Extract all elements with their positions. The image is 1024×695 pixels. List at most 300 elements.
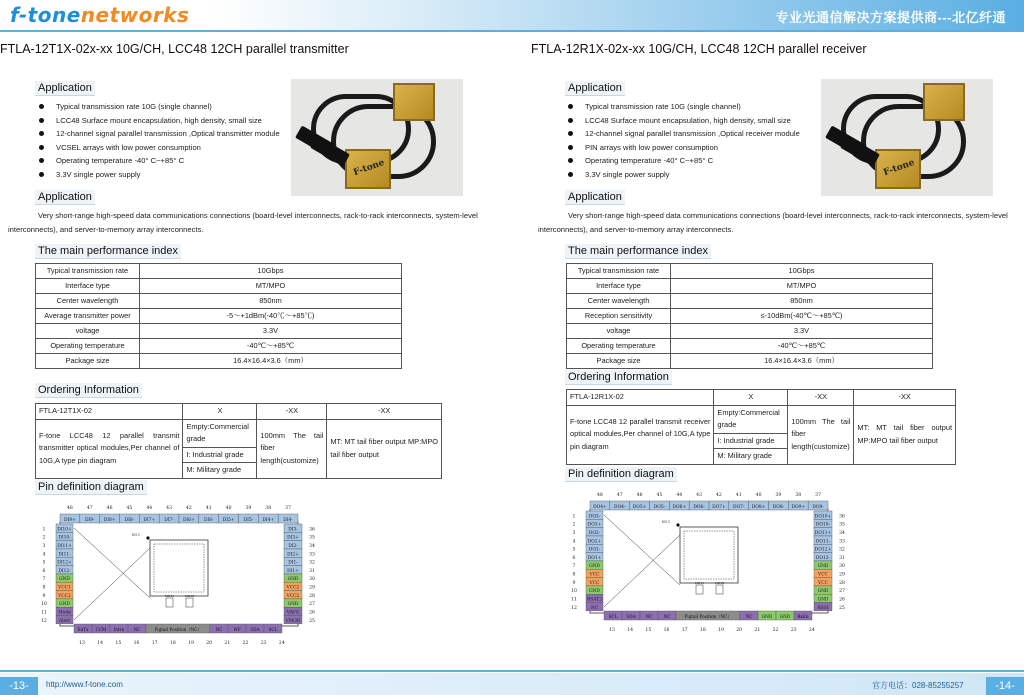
pin-label: DO10+ (814, 514, 832, 520)
pin-number: 41 (735, 493, 742, 498)
pin-number: 28 (309, 593, 315, 599)
pin-number: 30 (309, 577, 315, 583)
spec-key: voltage (36, 324, 140, 339)
spec-value: -40℃～+85℃ (671, 339, 933, 354)
pin-number: 36 (309, 527, 315, 533)
table-row (36, 279, 402, 294)
pin-label: DO10- (815, 522, 831, 528)
pin-label: DO8- (772, 505, 785, 510)
order-option: I: Industrial grade (714, 433, 788, 449)
pin-label: DI12- (58, 568, 71, 574)
list-item: 12-channel signal parallel transmission ,Optical transmitter module (38, 127, 280, 141)
table-row (567, 324, 933, 339)
spec-key: Operating temperature (567, 339, 671, 354)
order-output-type: MT: MT tail fiber output MP:MPO tail fiber output (327, 419, 442, 478)
pin-label: Pigtail Position（NC） (684, 614, 732, 619)
chip-brand-mark: F-tone (352, 157, 386, 179)
order-model: FTLA-12T1X-02 (36, 404, 183, 420)
pin-number: 2 (42, 535, 46, 541)
pin-label: VMOD (285, 618, 301, 624)
left-section-application-2: Application (35, 190, 95, 205)
pin-label: Alert (58, 618, 71, 624)
order-col-xx2: -XX (854, 390, 956, 406)
pin-label: DI3- (288, 527, 298, 533)
left-section-performance: The main performance index (35, 244, 181, 259)
pin-label: GND (59, 602, 70, 608)
right-section-application-2: Application (565, 190, 625, 205)
pin-number: 42 (185, 506, 192, 511)
pin-label: NC (590, 605, 599, 611)
spec-key: Operating temperature (36, 339, 140, 354)
pin-number: 21 (754, 628, 761, 633)
pin-number: 27 (839, 589, 845, 595)
mark-label: MHT1 (164, 594, 175, 598)
pin-label: CCM (95, 627, 107, 632)
pin-label: VCC2 (58, 593, 71, 599)
table-row (567, 279, 933, 294)
pin-label: DO1- (588, 547, 601, 553)
pin-number: 29 (309, 585, 315, 591)
pin-label: GND (589, 589, 600, 595)
pin1-label: NO.1 (131, 533, 140, 537)
spec-key: Center wavelength (36, 294, 140, 309)
pin-number: 6 (572, 555, 576, 561)
pin-number: 36 (839, 514, 845, 520)
contact-phone: 官方电话：028-85255257 (872, 681, 964, 690)
list-item: LCC48 Surface mount encapsulation, high density, small size (567, 114, 800, 128)
footer-bar (0, 673, 1024, 695)
header-slogan: 专业光通信解决方案提供商---北亿纤通 (775, 10, 1006, 25)
table-row (567, 405, 956, 433)
spec-value: 10Gbps (671, 264, 933, 279)
right-spec-table (566, 263, 933, 369)
page-number-right: -14- (986, 677, 1024, 695)
pin1-dot (676, 523, 679, 526)
pin-label: GND (817, 589, 829, 595)
pin-number: 1 (42, 527, 46, 533)
spec-value: MT/MPO (671, 279, 933, 294)
pin-number: 5 (572, 547, 576, 553)
spec-value: 16.4×16.4×3.6（mm） (671, 354, 933, 369)
pin-number: 4 (42, 552, 46, 558)
pin-label: DO3+ (587, 522, 602, 528)
pin-label: Mode (58, 610, 71, 616)
pin-label: DI5+ (222, 518, 235, 523)
pin-number: 16 (133, 641, 140, 646)
pin-label: DI8+ (103, 518, 116, 523)
pin-label: NC (645, 614, 653, 619)
pin-label: VCC (589, 580, 600, 586)
table-row (36, 419, 442, 447)
spec-key: Interface type (567, 279, 671, 294)
pin-label: DI9- (84, 518, 95, 523)
order-col-xx1: -XX (257, 404, 327, 420)
right-application-text: Very short-range high-speed data communications connections (board-level interconnects, rack-to-rack interconnects, system-level interconnects), and server-to-memory array interconnects. (538, 211, 1008, 234)
pin-number: 38 (265, 506, 272, 511)
pin-number: 43 (696, 493, 703, 498)
list-item: 3.3V single power supply (567, 168, 800, 182)
pin-label: DO9+ (791, 505, 806, 510)
left-section-ordering: Ordering Information (35, 383, 142, 398)
pin-label: WP (233, 627, 241, 632)
spec-key: Average transmitter power (36, 309, 140, 324)
pin-label: DI2- (288, 543, 298, 549)
spec-value: 3.3V (140, 324, 402, 339)
pin-number: 34 (839, 530, 845, 536)
list-item: Typical transmission rate 10G (single channel) (567, 100, 800, 114)
pin-number: 44 (676, 493, 683, 498)
spec-value: ≤-10dBm(-40℃～+85℃) (671, 309, 933, 324)
right-product-photo (821, 79, 993, 196)
pin-label: DO4- (614, 505, 626, 510)
spec-key: Interface type (36, 279, 140, 294)
right-pin-diagram (560, 487, 870, 639)
pin-number: 39 (245, 506, 252, 511)
pin-label: DO6- (693, 505, 705, 510)
pin-number: 8 (42, 585, 46, 591)
pin-number: 17 (151, 641, 158, 646)
pin-label: GND (59, 577, 70, 583)
spec-key: Package size (36, 354, 140, 369)
pin-number: 19 (188, 641, 194, 646)
table-row (36, 309, 402, 324)
right-section-performance: The main performance index (565, 244, 711, 259)
pin-label: VCC (818, 580, 828, 586)
order-col-x: X (183, 404, 257, 420)
table-row (567, 294, 933, 309)
pin-label: GND (761, 614, 773, 619)
right-section-ordering: Ordering Information (565, 370, 672, 385)
right-order-table (566, 389, 956, 465)
pin-number: 26 (839, 597, 845, 603)
order-col-xx2: -XX (327, 404, 442, 420)
pin-number: 24 (808, 628, 815, 633)
pin-number: 8 (572, 572, 576, 578)
pin-label: DI3+ (287, 535, 299, 541)
pin-label: SDA (626, 614, 636, 619)
pin-number: 37 (815, 493, 822, 498)
pin-number: 3 (572, 530, 576, 536)
mark-label: MHT1 (694, 581, 705, 585)
pin-label: SCL (608, 614, 618, 619)
spec-value: 850nm (671, 294, 933, 309)
pin-number: 15 (645, 628, 652, 633)
pin-number: 7 (42, 577, 46, 583)
pin-label: DO1+ (587, 555, 602, 561)
pin-label: NC (215, 627, 223, 632)
order-description: F-tone LCC48 12 parallel transmit transmitter optical modules,Per channel of 10G,A type pin diagram (36, 419, 183, 478)
pin-number: 47 (616, 493, 623, 498)
pin-number: 18 (169, 641, 176, 646)
pin-label: VCC2 (286, 593, 300, 599)
module-chip (923, 83, 965, 121)
page-number-left: -13- (0, 677, 38, 695)
spec-value: 3.3V (671, 324, 933, 339)
pin-label: DI4- (283, 518, 293, 523)
pin-label: GND (589, 564, 600, 570)
pin-label: GND (817, 564, 829, 570)
left-product-photo (291, 79, 463, 196)
pin-number: 14 (627, 628, 634, 633)
pin-label: GND (287, 577, 299, 583)
pin-number: 25 (839, 605, 845, 611)
header-bar (0, 0, 1024, 30)
pin-label: GND (779, 614, 791, 619)
pin-label: DO8+ (751, 505, 766, 510)
order-col-x: X (714, 390, 788, 406)
pin-number: 34 (309, 543, 315, 549)
table-row (567, 309, 933, 324)
chip-brand-mark: F-tone (882, 157, 916, 179)
pin-label: SCL (268, 627, 278, 632)
spec-key: voltage (567, 324, 671, 339)
pin-number: 22 (772, 628, 779, 633)
pin-number: 5 (42, 560, 46, 566)
left-section-pin: Pin definition diagram (35, 480, 147, 495)
pin-number: 14 (97, 641, 104, 646)
pin-label: DI12+ (57, 560, 72, 566)
pin-number: 25 (309, 618, 315, 624)
pin-number: 7 (572, 564, 576, 570)
right-section-pin: Pin definition diagram (565, 467, 677, 482)
table-row (36, 404, 442, 420)
left-pin-diagram (30, 500, 340, 652)
table-row (567, 339, 933, 354)
right-feature-list (567, 100, 800, 182)
list-item: 3.3V single power supply (38, 168, 280, 182)
pin-label: RSSI (817, 605, 829, 611)
right-page-title: FTLA-12R1X-02x-xx 10G/CH, LCC48 12CH parallel receiver (531, 42, 867, 56)
table-row (36, 324, 402, 339)
list-item: VCSEL arrays with low power consumption (38, 141, 280, 155)
pin-label: NC (133, 627, 141, 632)
pin-label: DI8- (124, 518, 135, 523)
order-description: F-tone LCC48 12 parallel transmit receiver optical modules,Per channel of 10G,A type pin diagram (567, 405, 714, 464)
pin-label: DI7- (164, 518, 174, 523)
spec-value: -40℃～+85℃ (140, 339, 402, 354)
pin-label: RxEn (797, 614, 809, 619)
mark-label: MHT2 (184, 594, 195, 598)
pin-label: DI1+ (287, 568, 299, 574)
pin-number: 13 (79, 641, 85, 646)
order-fiber-length: 100mm The tail fiber length(customize) (788, 405, 854, 464)
order-option: Empty:Commercial grade (714, 405, 788, 433)
brand-logo[interactable] (4, 3, 195, 27)
pin-label: DI4+ (262, 518, 275, 523)
pin-number: 10 (41, 602, 47, 608)
pin-number: 11 (41, 610, 47, 616)
pin-number: 39 (775, 493, 782, 498)
pin-number: 41 (205, 506, 212, 511)
pin-label: DO12- (815, 555, 831, 561)
pin-label: DI11+ (57, 543, 72, 549)
pin-label: DI11- (58, 552, 71, 558)
pin-label: DI10+ (57, 527, 72, 533)
pin-label: Pigtail Position（NC） (154, 627, 202, 632)
pin-number: 21 (224, 641, 231, 646)
pin-label: DO6+ (672, 505, 687, 510)
mark-label: MHT2 (714, 581, 725, 585)
list-item: LCC48 Surface mount encapsulation, high density, small size (38, 114, 280, 128)
pin-number: 47 (86, 506, 93, 511)
pin-number: 30 (839, 564, 845, 570)
pin-number: 1 (572, 514, 576, 520)
pin-number: 17 (681, 628, 688, 633)
pin-number: 11 (571, 597, 577, 603)
pin-label: DI2+ (287, 552, 299, 558)
pin-number: 9 (572, 580, 576, 586)
pin-number: 35 (309, 535, 315, 541)
spec-key: Package size (567, 354, 671, 369)
pin-number: 6 (42, 568, 46, 574)
list-item: PIN arrays with low power consumption (567, 141, 800, 155)
pin-number: 33 (309, 552, 315, 558)
pin-number: 22 (242, 641, 249, 646)
pin-number: 12 (571, 605, 577, 611)
pin-number: 26 (309, 610, 315, 616)
footer-divider (0, 670, 1024, 672)
pin-number: 42 (715, 493, 722, 498)
table-row (36, 294, 402, 309)
pin-number: 2 (572, 522, 576, 528)
spec-value: -5～+1dBm(-40℃～+85℃) (140, 309, 402, 324)
pin-number: 12 (41, 618, 47, 624)
order-fiber-length: 100mm The tail fiber length(customize) (257, 419, 327, 478)
spec-key: Typical transmission rate (567, 264, 671, 279)
pin-label: Intrn (113, 627, 125, 632)
pin1-label: NO.1 (661, 520, 670, 524)
left-feature-list (38, 100, 280, 182)
pin-number: 27 (309, 602, 315, 608)
pin-number: 44 (146, 506, 153, 511)
order-option: M: Military grade (714, 449, 788, 465)
table-row (567, 354, 933, 369)
order-model: FTLA-12R1X-02 (567, 390, 714, 406)
logo-text-ftone: f-tone (10, 3, 81, 27)
pin-label: SDA (250, 627, 260, 632)
pin-number: 10 (571, 589, 577, 595)
pin-label: DO9- (812, 505, 824, 510)
pin-label: DI6- (203, 518, 214, 523)
table-row (567, 390, 956, 406)
pin-label: GND (287, 602, 299, 608)
order-col-xx1: -XX (788, 390, 854, 406)
pin-number: 20 (736, 628, 743, 633)
pin-label: DO7- (733, 505, 745, 510)
pin-number: 46 (636, 493, 643, 498)
pin-label: NC (663, 614, 671, 619)
pin-number: 28 (839, 580, 845, 586)
pin-label: DI6+ (183, 518, 195, 523)
pin-number: 38 (795, 493, 802, 498)
list-item: Typical transmission rate 10G (single channel) (38, 100, 280, 114)
right-section-application: Application (565, 81, 625, 96)
pin-number: 19 (718, 628, 724, 633)
pin-number: 9 (42, 593, 46, 599)
table-row (36, 264, 402, 279)
pin-label: DI10- (58, 535, 71, 541)
module-chip (393, 83, 435, 121)
pin-number: 24 (278, 641, 285, 646)
order-option: I: Industrial grade (183, 447, 257, 463)
pin-number: 33 (839, 539, 845, 545)
list-item: Operating temperature -40° C~+85° C (38, 154, 280, 168)
pin-number: 48 (596, 493, 603, 498)
pin-label: DO4+ (593, 505, 607, 510)
pin-number: 32 (309, 560, 315, 566)
pin-number: 35 (839, 522, 845, 528)
die-outline (680, 527, 738, 583)
pin-number: 20 (206, 641, 213, 646)
pin-label: DO5+ (632, 505, 647, 510)
order-option: M: Military grade (183, 463, 257, 479)
table-row (36, 339, 402, 354)
order-output-type: MT: MT tail fiber output MP:MPO tail fiber output (854, 405, 956, 464)
pin-label: VCC (818, 572, 828, 578)
pin-label: DO11+ (814, 530, 832, 536)
pin-number: 48 (66, 506, 73, 511)
pin-number: 15 (115, 641, 122, 646)
pin-number: 29 (839, 572, 845, 578)
pin-number: 45 (656, 493, 663, 498)
pin-number: 13 (609, 628, 615, 633)
pin-number: 43 (166, 506, 173, 511)
pin-number: 23 (790, 628, 797, 633)
pin-label: DI9+ (64, 518, 76, 523)
left-order-table (35, 403, 442, 479)
pin-number: 31 (839, 555, 845, 561)
pin-number: 4 (572, 539, 576, 545)
pin-number: 3 (42, 543, 46, 549)
pin-label: VAVG (286, 610, 300, 616)
pin-label: DO12+ (814, 547, 832, 553)
list-item: 12-channel signal parallel transmission ,Optical receiver module (567, 127, 800, 141)
pin-label: VCC2 (286, 585, 300, 591)
pin-label: DI1- (288, 560, 298, 566)
die-outline (150, 540, 208, 596)
spec-value: MT/MPO (140, 279, 402, 294)
spec-value: 10Gbps (140, 264, 402, 279)
pin-label: DO2+ (587, 539, 602, 545)
pin-label: NC (745, 614, 753, 619)
spec-value: 850nm (140, 294, 402, 309)
pin-number: 31 (309, 568, 315, 574)
pin-label: RSAT2 (587, 597, 602, 603)
pin-number: 45 (126, 506, 133, 511)
pin-number: 40 (755, 493, 762, 498)
pin-label: VCC1 (58, 585, 71, 591)
module-chip (345, 149, 391, 189)
spec-key: Typical transmission rate (36, 264, 140, 279)
pin-label: GND (817, 597, 829, 603)
spec-value: 16.4×16.4×3.6（mm） (140, 354, 402, 369)
left-application-text: Very short-range high-speed data communications connections (board-level interconnects, rack-to-rack interconnects, system-level interconnects), and server-to-memory array interconnects. (8, 211, 478, 234)
pin-number: 40 (225, 506, 232, 511)
spec-key: Reception sensitivity (567, 309, 671, 324)
pin-label: DO2- (588, 530, 601, 536)
pin-number: 18 (699, 628, 706, 633)
module-chip (875, 149, 921, 189)
left-page-title: FTLA-12T1X-02x-xx 10G/CH, LCC48 12CH parallel transmitter (0, 42, 349, 56)
website-link[interactable]: http://www.f-tone.com (46, 680, 123, 689)
pin-label: DO5- (653, 505, 666, 510)
pin-label: EnTx (77, 627, 89, 632)
logo-text-networks: networks (80, 3, 190, 27)
pin-label: DO7+ (712, 505, 726, 510)
pin-number: 46 (106, 506, 113, 511)
spec-key: Center wavelength (567, 294, 671, 309)
left-section-application: Application (35, 81, 95, 96)
